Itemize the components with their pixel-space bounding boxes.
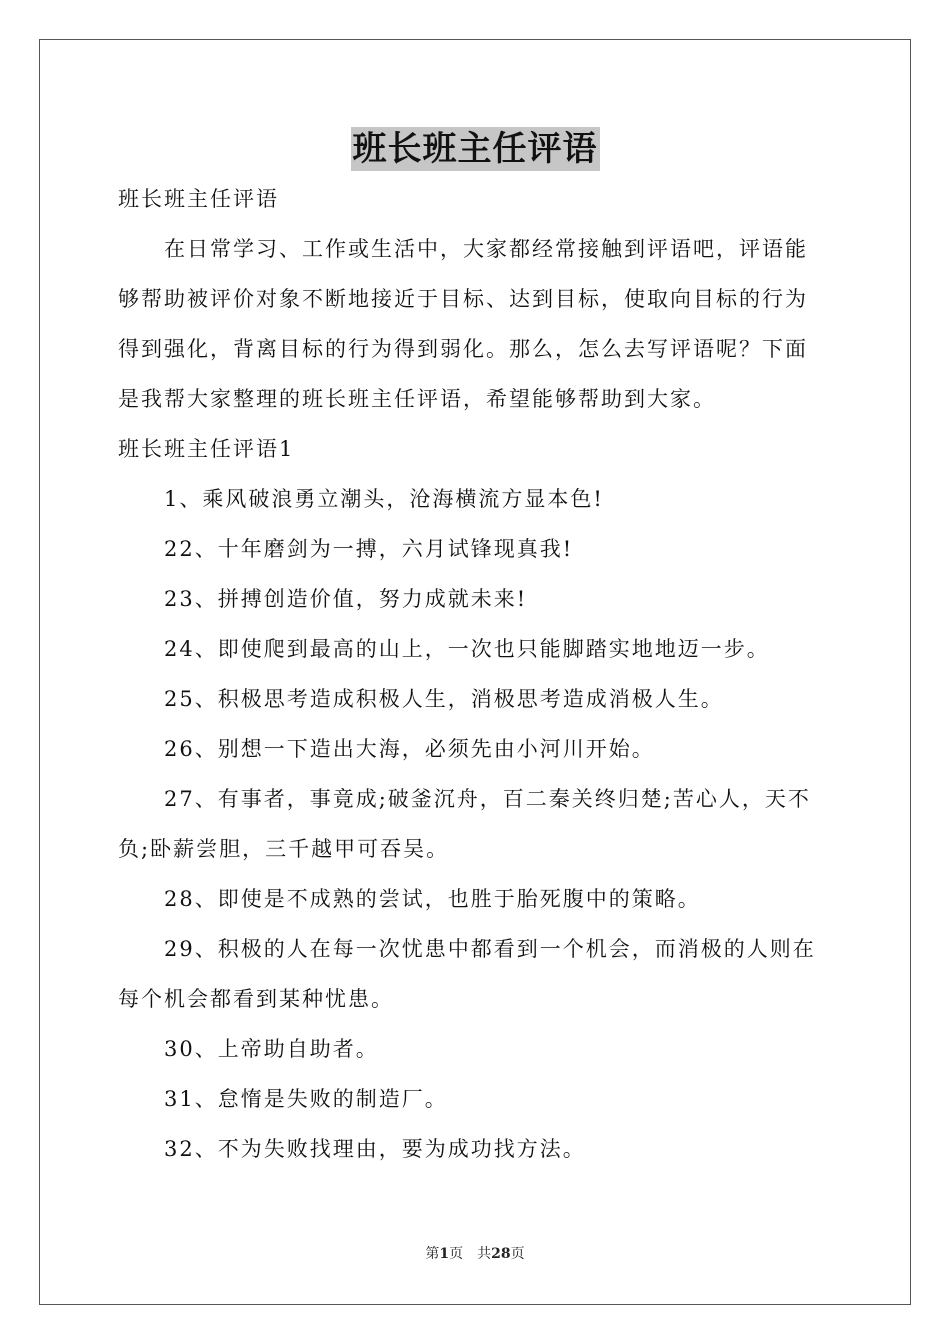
list-item: 29、积极的人在每一次忧患中都看到一个机会，而消极的人则在: [164, 937, 816, 961]
list-item: 1、乘风破浪勇立潮头，沧海横流方显本色!: [164, 487, 604, 511]
total-suffix: 页: [510, 1246, 525, 1262]
document-subtitle: 班长班主任评语: [118, 187, 279, 211]
list-item: 27、有事者，事竟成;破釜沉舟，百二秦关终归楚;苦心人，天不: [164, 787, 811, 811]
list-item-continuation: 每个机会都看到某种忧患。: [118, 987, 394, 1011]
list-item: 28、即使是不成熟的尝试，也胜于胎死腹中的策略。: [164, 887, 701, 911]
document-title: 班长班主任评语: [352, 129, 598, 169]
list-item: 25、积极思考造成积极人生，消极思考造成消极人生。: [164, 687, 724, 711]
list-item: 24、即使爬到最高的山上，一次也只能脚踏实地地迈一步。: [164, 637, 770, 661]
page-prefix: 第: [425, 1246, 440, 1262]
page-number: 1: [439, 1246, 450, 1262]
list-item: 23、拼搏创造价值，努力成就未来!: [164, 587, 528, 611]
intro-line: 够帮助被评价对象不断地接近于目标、达到目标，使取向目标的行为: [118, 287, 808, 311]
intro-line: 在日常学习、工作或生活中，大家都经常接触到评语吧，评语能: [164, 237, 808, 261]
total-prefix: 共: [477, 1246, 492, 1262]
intro-line: 是我帮大家整理的班长班主任评语，希望能够帮助到大家。: [118, 387, 716, 411]
list-item: 32、不为失败找理由，要为成功找方法。: [164, 1137, 586, 1161]
page-suffix: 页: [449, 1246, 464, 1262]
list-item: 31、怠惰是失败的制造厂。: [164, 1087, 448, 1111]
title-wrap: [0, 127, 950, 171]
document-body: [118, 174, 834, 1174]
section-heading: 班长班主任评语1: [118, 437, 295, 461]
list-item-continuation: 负;卧薪尝胆，三千越甲可吞吴。: [118, 837, 450, 861]
list-item: 22、十年磨剑为一搏，六月试锋现真我!: [164, 537, 574, 561]
list-item: 26、别想一下造出大海，必须先由小河川开始。: [164, 737, 655, 761]
list-item: 30、上帝助自助者。: [164, 1037, 379, 1061]
total-pages: 28: [491, 1246, 511, 1262]
page-footer: [0, 1244, 950, 1264]
intro-line: 得到强化，背离目标的行为得到弱化。那么，怎么去写评语呢？下面: [118, 337, 808, 361]
